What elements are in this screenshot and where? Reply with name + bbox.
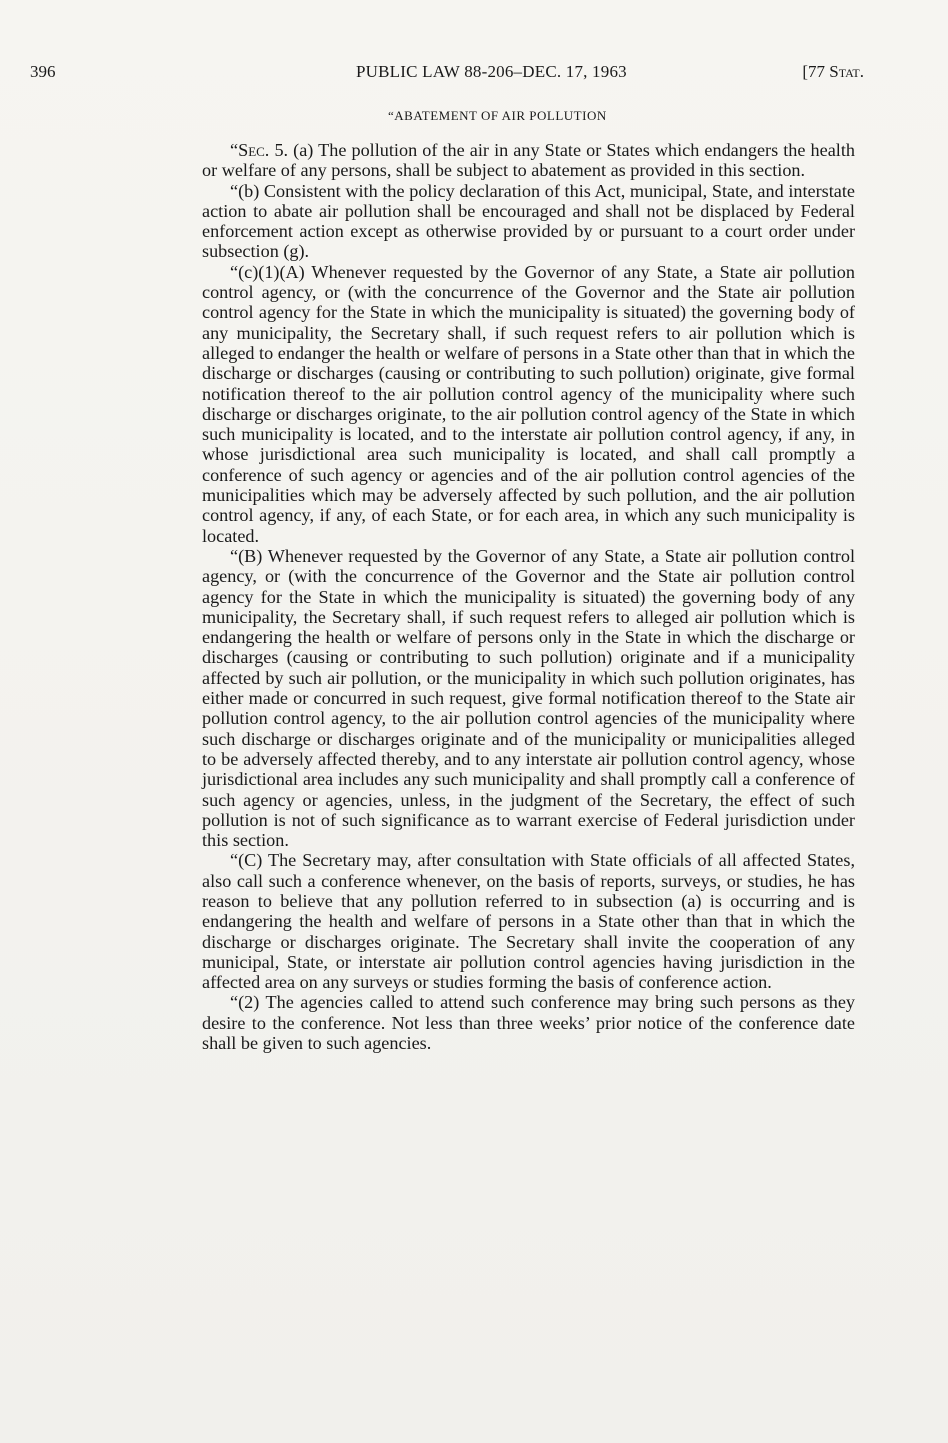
paragraph-2: “(2) The agencies called to attend such conference may bring such persons as they desire to the conference. Not less than three weeks’ prior notice of the conference date shall be given to such agencies. — [202, 992, 855, 1054]
volume-prefix: [77 — [802, 62, 825, 81]
paragraph-c-sub: “(C) The Secretary may, after consultation with State officials of all affected States, also call such a conference whenever, on the basis of reports, surveys, or studies, he has reason to believe that any pollution referred to in subsection (a) is occurring and is endangering the health and welfare of persons in a State other than that in which the discharge or discharges originate. The Secretary shall invite the cooperation of any municipal, State, or interstate air pollution control agencies having jurisdiction in the affected area on any surveys or studies forming the basis of conference action. — [202, 850, 855, 993]
volume-stat: Stat. — [829, 62, 864, 81]
page-number: 396 — [30, 62, 56, 81]
volume-reference — [802, 62, 864, 82]
body-text — [202, 140, 855, 1053]
page-header — [30, 62, 864, 84]
section-label: “Sec. — [230, 140, 270, 160]
paragraph-text: 5. (a) The pollution of the air in any State or States which endangers the health or welfare of any persons, shall be subject to abatement as provided in this section. — [202, 140, 855, 181]
section-title: “ABATEMENT OF AIR POLLUTION — [388, 108, 607, 123]
paragraph-c1a: “(c)(1)(A) Whenever requested by the Governor of any State, a State air pollution control agency, or (with the concurrence of the Governor and the State air pollution control agency for the State in which the municipality is situated) the governing body of any municipality, the Secretary shall, if such request refers to air pollution which is alleged to endanger the health or welfare of persons in a State other than that in which the discharge or discharges (causing or contributing to such pollution) originate, give formal notification thereof to the air pollution control agency of the municipality where such discharge or discharges originate, to the air pollution control agency of the State in which such municipality is located, and to the interstate air pollution control agency, if any, in whose jurisdictional area such municipality is located, and shall call promptly a conference of such agency or agencies and of the air pollution control agencies of the municipalities which may be adversely affected by such pollution, and the air pollution control agency, if any, of each State, or for each area, in which any such municipality is located. — [202, 261, 856, 546]
paragraph-b-sub: “(B) Whenever requested by the Governor of any State, a State air pollution control agency, or (with the concurrence of the Governor and the State air pollution control agency for the State in which the municipality is situated) the governing body of any municipality, the Secretary shall, if such request refers to alleged air pollution which is endangering the health or welfare of persons only in the State in which the discharge or discharges (causing or contributing to such pollution) originate and if a municipality affected by such air pollution, or the municipality in which such pollution originates, has either made or concurred in such request, give formal notification thereof to the State air pollution control agency, to the air pollution control agencies of the municipality where such discharge or discharges originate and of the municipality or municipalities alleged to be adversely affected thereby, and to any interstate air pollution control agency, whose jurisdictional area includes any such municipality and shall promptly call a conference of such agency or agencies, unless, in the judgment of the Secretary, the effect of such pollution is not of such significance as to warrant exercise of Federal jurisdiction under this section. — [202, 545, 855, 851]
paragraph-sec-5a — [202, 140, 855, 181]
paragraph-b: “(b) Consistent with the policy declaration of this Act, municipal, State, and interstate action to abate air pollution shall be encouraged and shall not be displaced by Federal enforcement action except as otherwise provided by or pursuant to a court order under subsection (g). — [202, 180, 855, 262]
running-head: PUBLIC LAW 88-206–DEC. 17, 1963 — [356, 62, 627, 81]
